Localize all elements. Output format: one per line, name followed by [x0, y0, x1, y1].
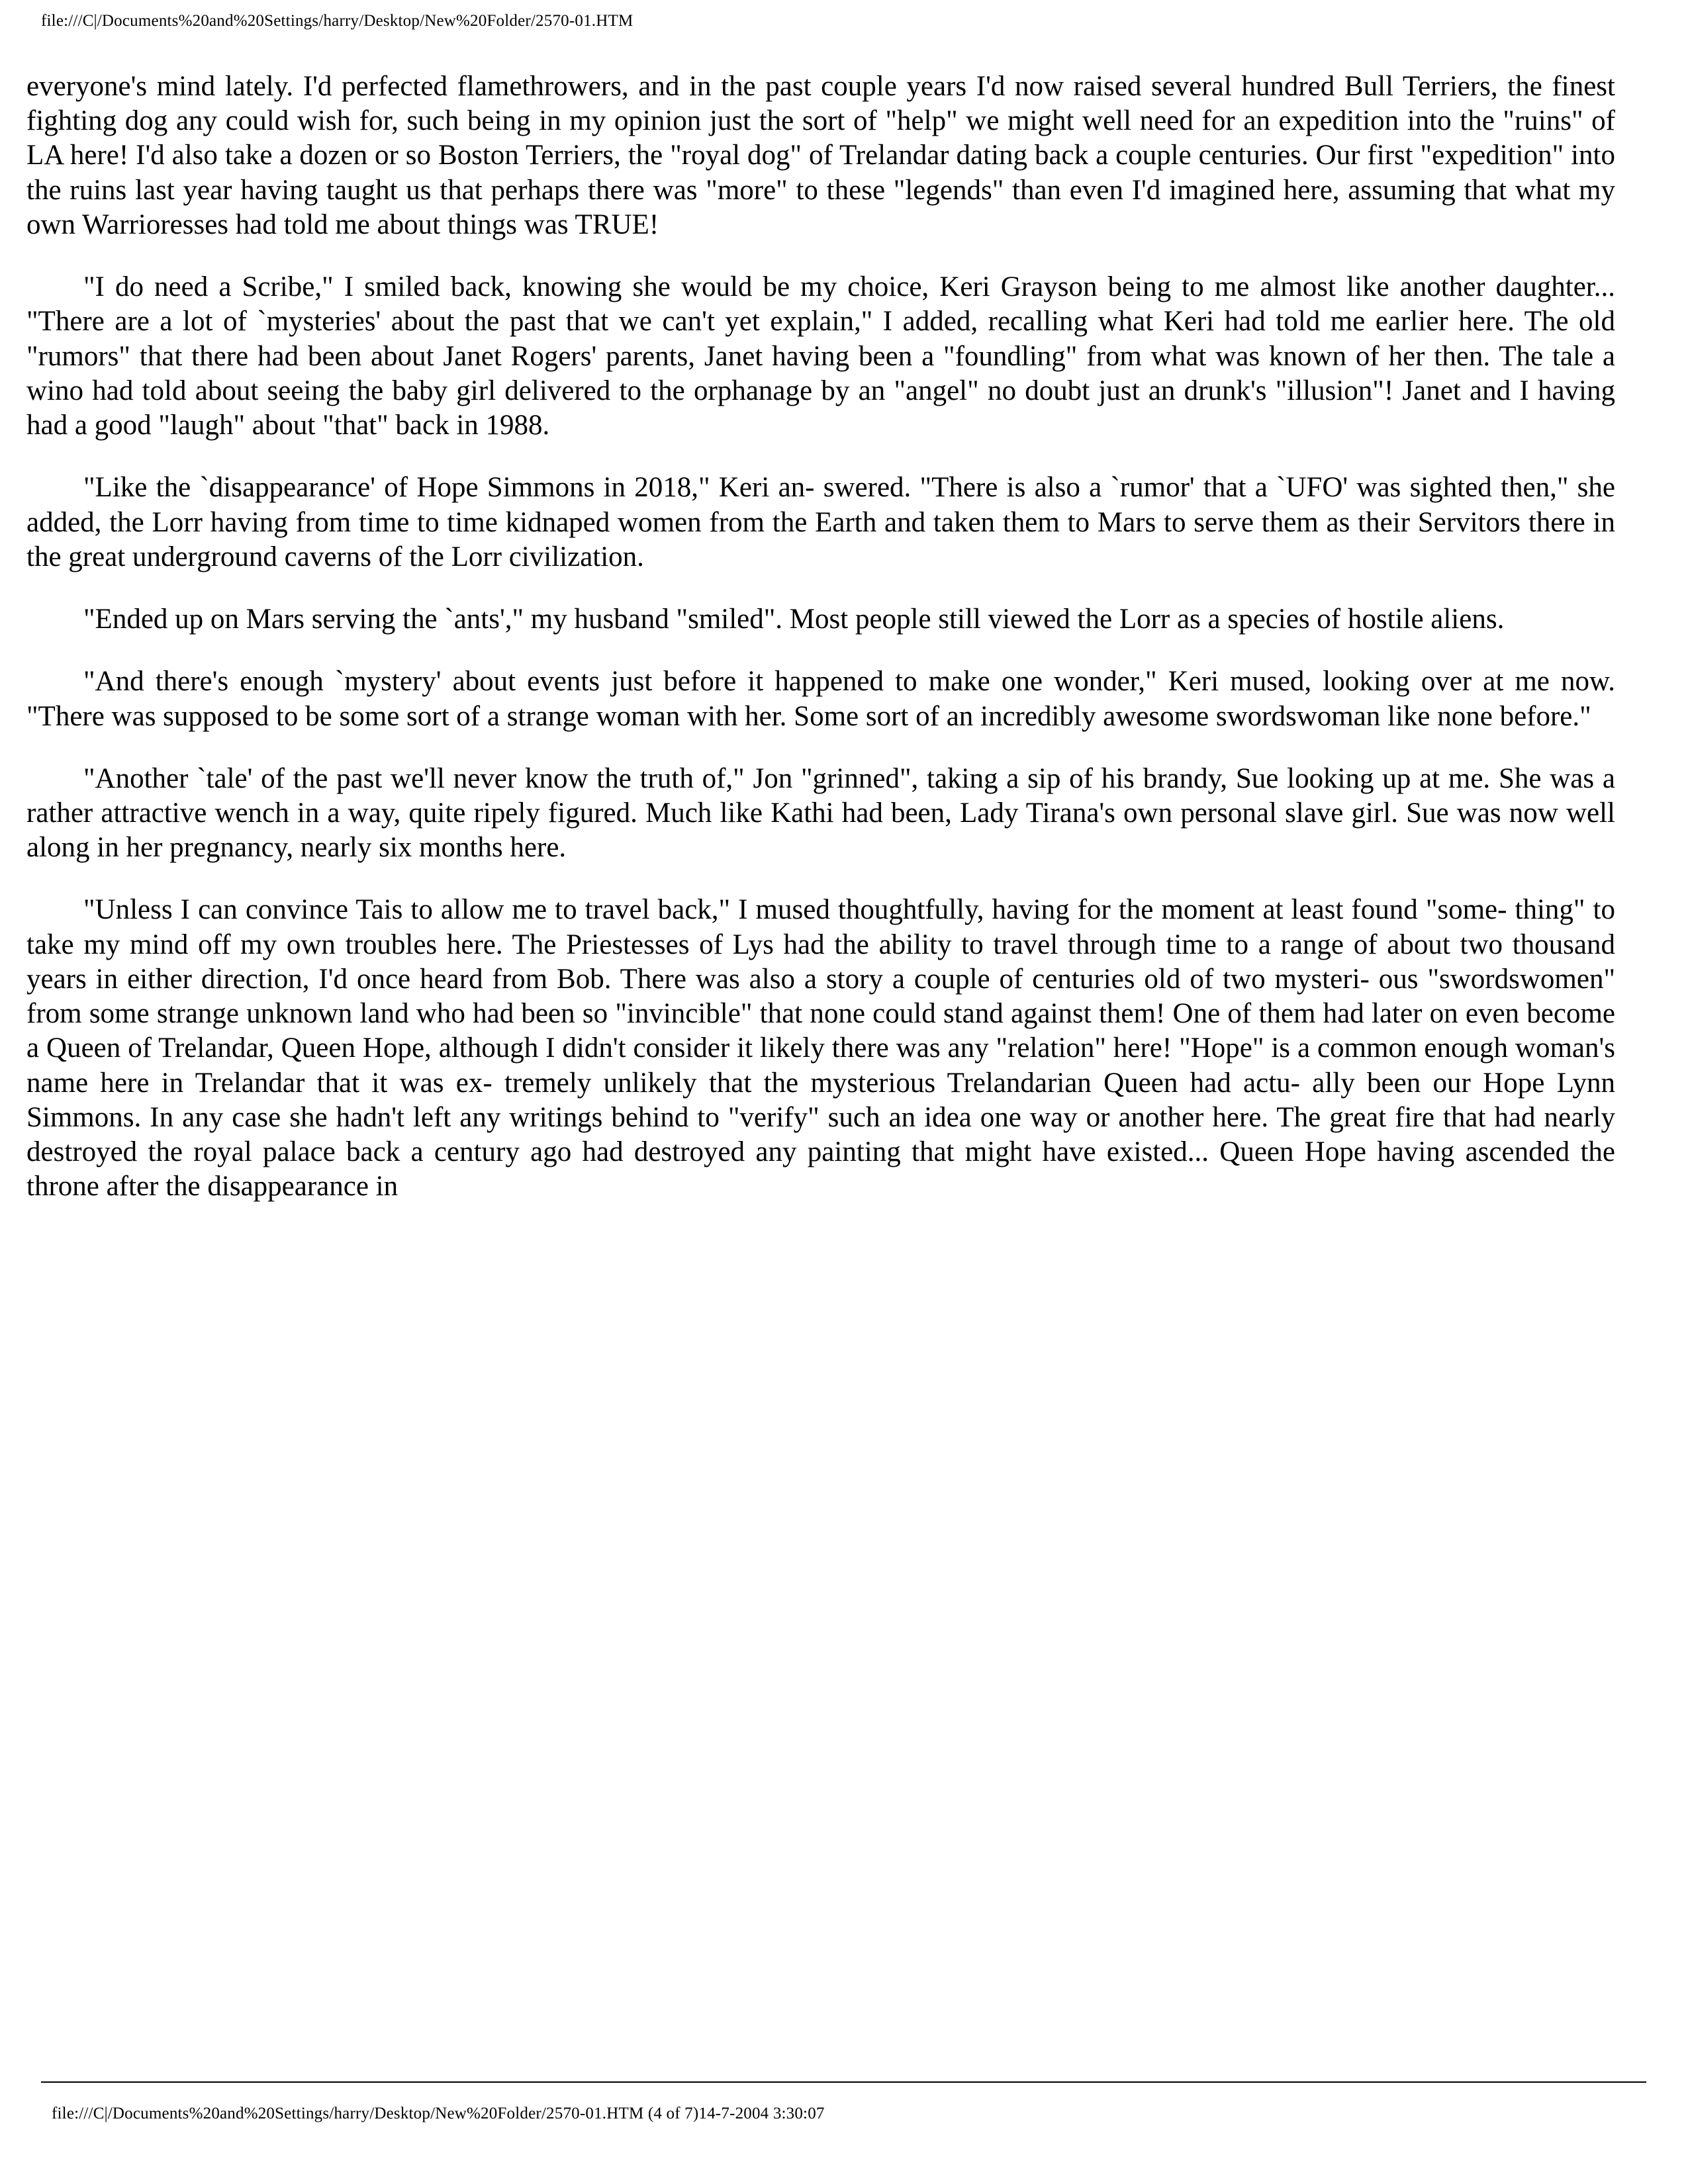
footer-file-url: file:///C|/Documents%20and%20Settings/harry/Desktop/New%20Folder/2570-01.HTM (4 of 7)14-7-2004 3:30:07 [52, 2105, 825, 2122]
footer-divider [41, 2081, 1646, 2083]
document-body [26, 69, 1615, 1205]
paragraph: everyone's mind lately. I'd perfected flamethrowers, and in the past couple years I'd now raised several hundred Bull Terriers, the finest fighting dog any could wish for, such being in my opinion just the sort of "help" we might well need for an expedition into the "ruins" of LA here! I'd also take a dozen or so Boston Terriers, the "royal dog" of Trelandar dating back a couple centuries. Our first "expedition" into the ruins last year having taught us that perhaps there was "more" to these "legends" than even I'd imagined here, assuming that what my own Warrioresses had told me about things was TRUE! [26, 71, 1615, 240]
paragraph: "Ended up on Mars serving the `ants'," my husband "smiled". Most people still viewed the Lorr as a species of hostile aliens. [83, 604, 1505, 635]
header-file-url: file:///C|/Documents%20and%20Settings/harry/Desktop/New%20Folder/2570-01.HTM [41, 12, 633, 30]
paragraph: "Another `tale' of the past we'll never know the truth of," Jon "grinned", taking a sip of his brandy, Sue looking up at me. She was a rather attractive wench in a way, quite ripely figured. Much like Kathi had been, Lady Tirana's own personal slave girl. Sue was now well along in her pregnancy, nearly six months here. [26, 762, 1615, 864]
paragraph: "Like the `disappearance' of Hope Simmons in 2018," Keri an- swered. "There is also a `rumor' that a `UFO' was sighted then," she added, the Lorr having from time to time kidnaped women from the Earth and taken them to Mars to serve them as their Servitors there in the great underground caverns of the Lorr civilization. [26, 472, 1615, 572]
paragraph: "I do need a Scribe," I smiled back, knowing she would be my choice, Keri Grayson being to me almost like another daughter... "There are a lot of `mysteries' about the past that we can't yet explain," I added, recalling what Keri had told me earlier here. The old "rumors" that there had been about Janet Rogers' parents, Janet having been a "foundling" from what was known of her then. The tale a wino had told about seeing the baby girl delivered to the orphanage by an "angel" no doubt just an drunk's "illusion"! Janet and I having had a good "laugh" about "that" back in 1988. [26, 271, 1615, 441]
paragraph: "Unless I can convince Tais to allow me to travel back," I mused thoughtfully, having for the moment at least found "some- thing" to take my mind off my own troubles here. The Priestesses of Lys had the ability to travel through time to a range of about two thousand years in either direction, I'd once heard from Bob. There was also a story a couple of centuries old of two mysteri- ous "swordswomen" from some strange unknown land who had been so "invincible" that none could stand against them! One of them had later on even become a Queen of Trelandar, Queen Hope, although I didn't consider it likely there was any "relation" here! "Hope" is a common enough woman's name here in Trelandar that it was ex- tremely unlikely that the mysterious Trelandarian Queen had actu- ally been our Hope Lynn Simmons. In any case she hadn't left any writings behind to "verify" such an idea one way or another here. The great fire that had nearly destroyed the royal palace back a century ago had destroyed any painting that might have existed... Queen Hope having ascended the throne after the disappearance in [26, 894, 1615, 1203]
paragraph: "And there's enough `mystery' about events just before it happened to make one wonder," Keri mused, looking over at me now. "There was supposed to be some sort of a strange woman with her. Some sort of an incredibly awesome swordswoman like none before." [26, 666, 1615, 732]
